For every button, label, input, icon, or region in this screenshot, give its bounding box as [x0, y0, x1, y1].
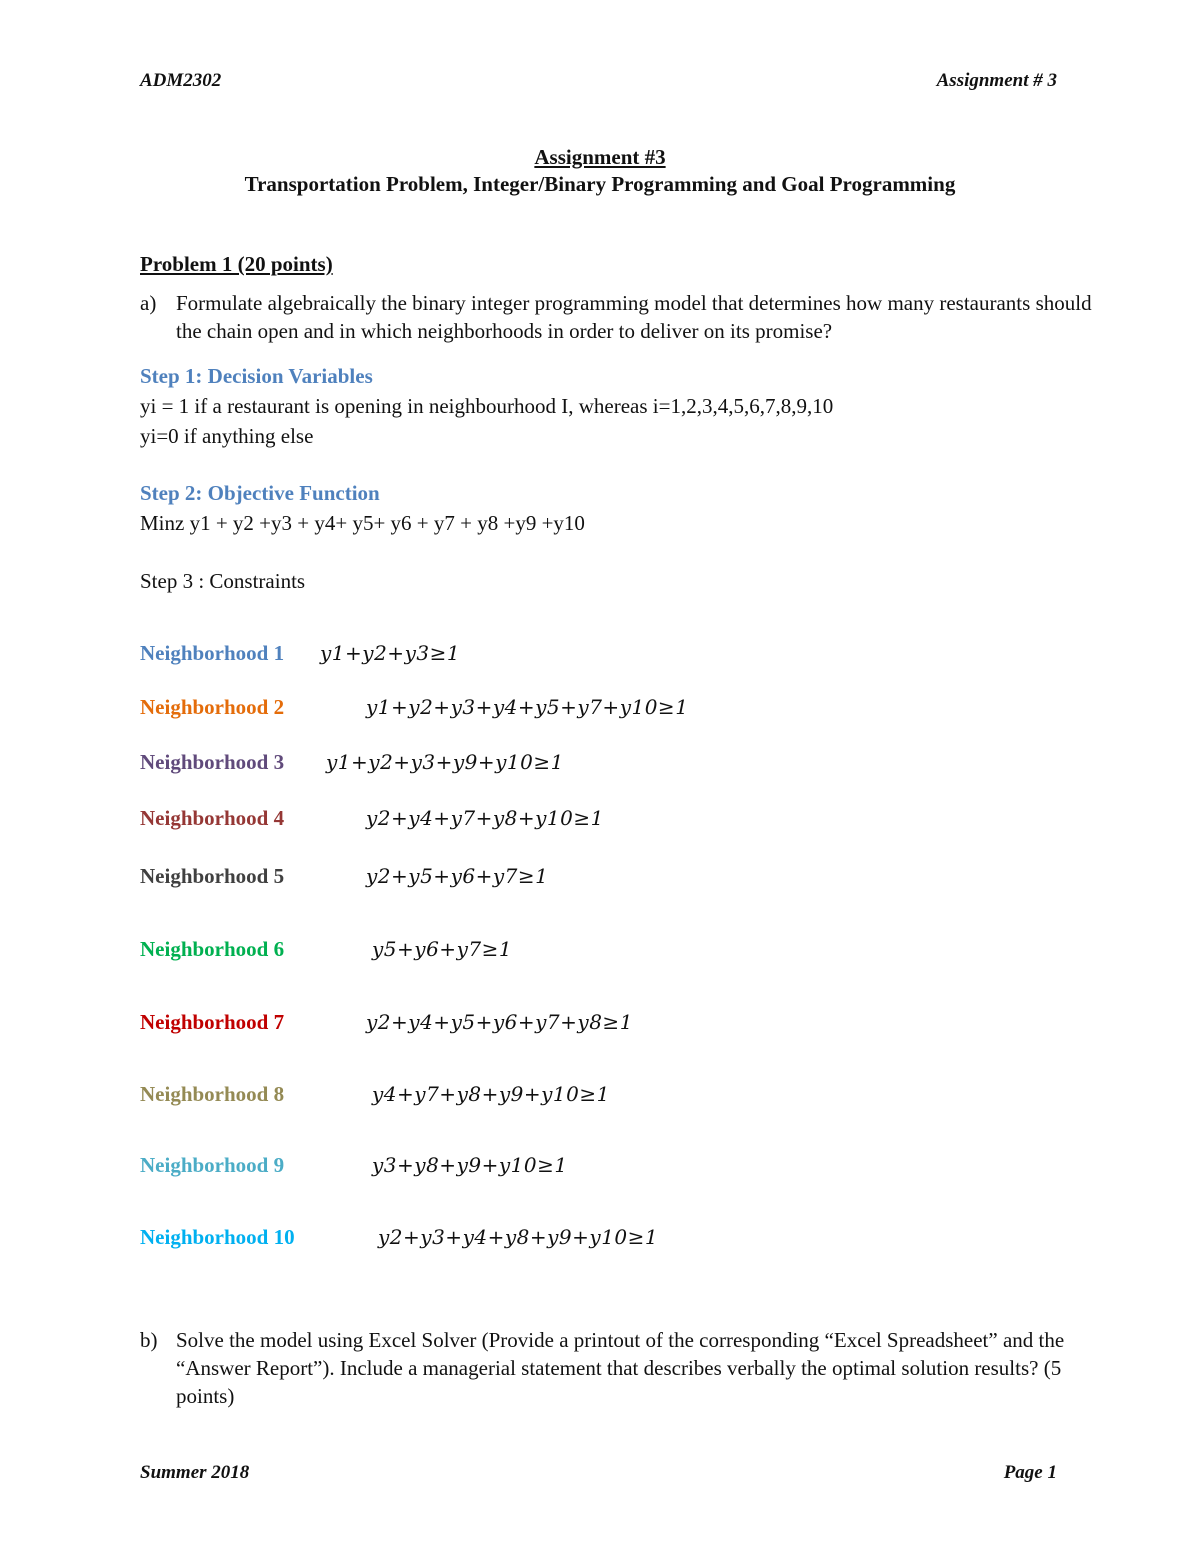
constraint-equation: y5+y6+y7≥1	[372, 937, 513, 961]
part-b-text: Solve the model using Excel Solver (Provide a printout of the corresponding “Excel Spreadsheet” and the “Answer Report”). Include a managerial statement that describes verbally the optimal solution results? (5 points)	[176, 1328, 1065, 1408]
constraint-equation: y4+y7+y8+y9+y10≥1	[372, 1082, 610, 1106]
constraint-equation: y2+y5+y6+y7≥1	[366, 864, 549, 888]
step-2-heading: Step 2: Objective Function	[140, 481, 380, 505]
constraint-equation: y1+y2+y3≥1	[320, 641, 461, 665]
constraint-equation: y3+y8+y9+y10≥1	[372, 1153, 568, 1177]
problem-1-heading: Problem 1 (20 points)	[140, 252, 333, 276]
step-1-line-2: yi=0 if anything else	[140, 424, 314, 448]
header-course-code: ADM2302	[140, 70, 222, 91]
footer-term: Summer 2018	[140, 1462, 250, 1483]
constraint-equation: y2+y3+y4+y8+y9+y10≥1	[378, 1225, 659, 1249]
objective-function: Minz y1 + y2 +y3 + y4+ y5+ y6 + y7 + y8 +y9 +y10	[140, 511, 585, 535]
constraint-label: Neighborhood 4	[140, 806, 285, 830]
step-3-heading: Step 3 : Constraints	[140, 569, 306, 593]
footer-page-number: Page 1	[1003, 1462, 1057, 1483]
document-subtitle: Transportation Problem, Integer/Binary Programming and Goal Programming	[244, 172, 956, 196]
step-1-line-1: yi = 1 if a restaurant is opening in neighbourhood I, whereas i=1,2,3,4,5,6,7,8,9,10	[140, 394, 834, 418]
constraint-label: Neighborhood 7	[140, 1010, 285, 1034]
part-b-item	[140, 1326, 1100, 1410]
constraint-label: Neighborhood 2	[140, 695, 285, 719]
constraint-label: Neighborhood 8	[140, 1082, 285, 1106]
part-b-marker: b)	[140, 1328, 158, 1352]
constraint-equation: y1+y2+y3+y4+y5+y7+y10≥1	[366, 695, 689, 719]
step-1-heading: Step 1: Decision Variables	[140, 364, 373, 388]
constraint-equation: y2+y4+y5+y6+y7+y8≥1	[366, 1010, 633, 1034]
part-a-text: Formulate algebraically the binary integer programming model that determines how many restaurants should the chain open and in which neighborhoods in order to deliver on its promise?	[176, 291, 1092, 343]
constraint-label: Neighborhood 5	[140, 864, 285, 888]
header-assignment-number: Assignment # 3	[936, 70, 1057, 91]
constraint-label: Neighborhood 1	[140, 641, 285, 665]
constraint-label: Neighborhood 10	[140, 1225, 295, 1249]
constraint-label: Neighborhood 6	[140, 937, 285, 961]
constraint-label: Neighborhood 9	[140, 1153, 285, 1177]
constraint-label: Neighborhood 3	[140, 750, 285, 774]
part-a-marker: a)	[140, 291, 157, 315]
constraint-equation: y1+y2+y3+y9+y10≥1	[326, 750, 564, 774]
constraint-equation: y2+y4+y7+y8+y10≥1	[366, 806, 604, 830]
document-title: Assignment #3	[534, 145, 666, 169]
part-a-item	[140, 289, 1100, 345]
